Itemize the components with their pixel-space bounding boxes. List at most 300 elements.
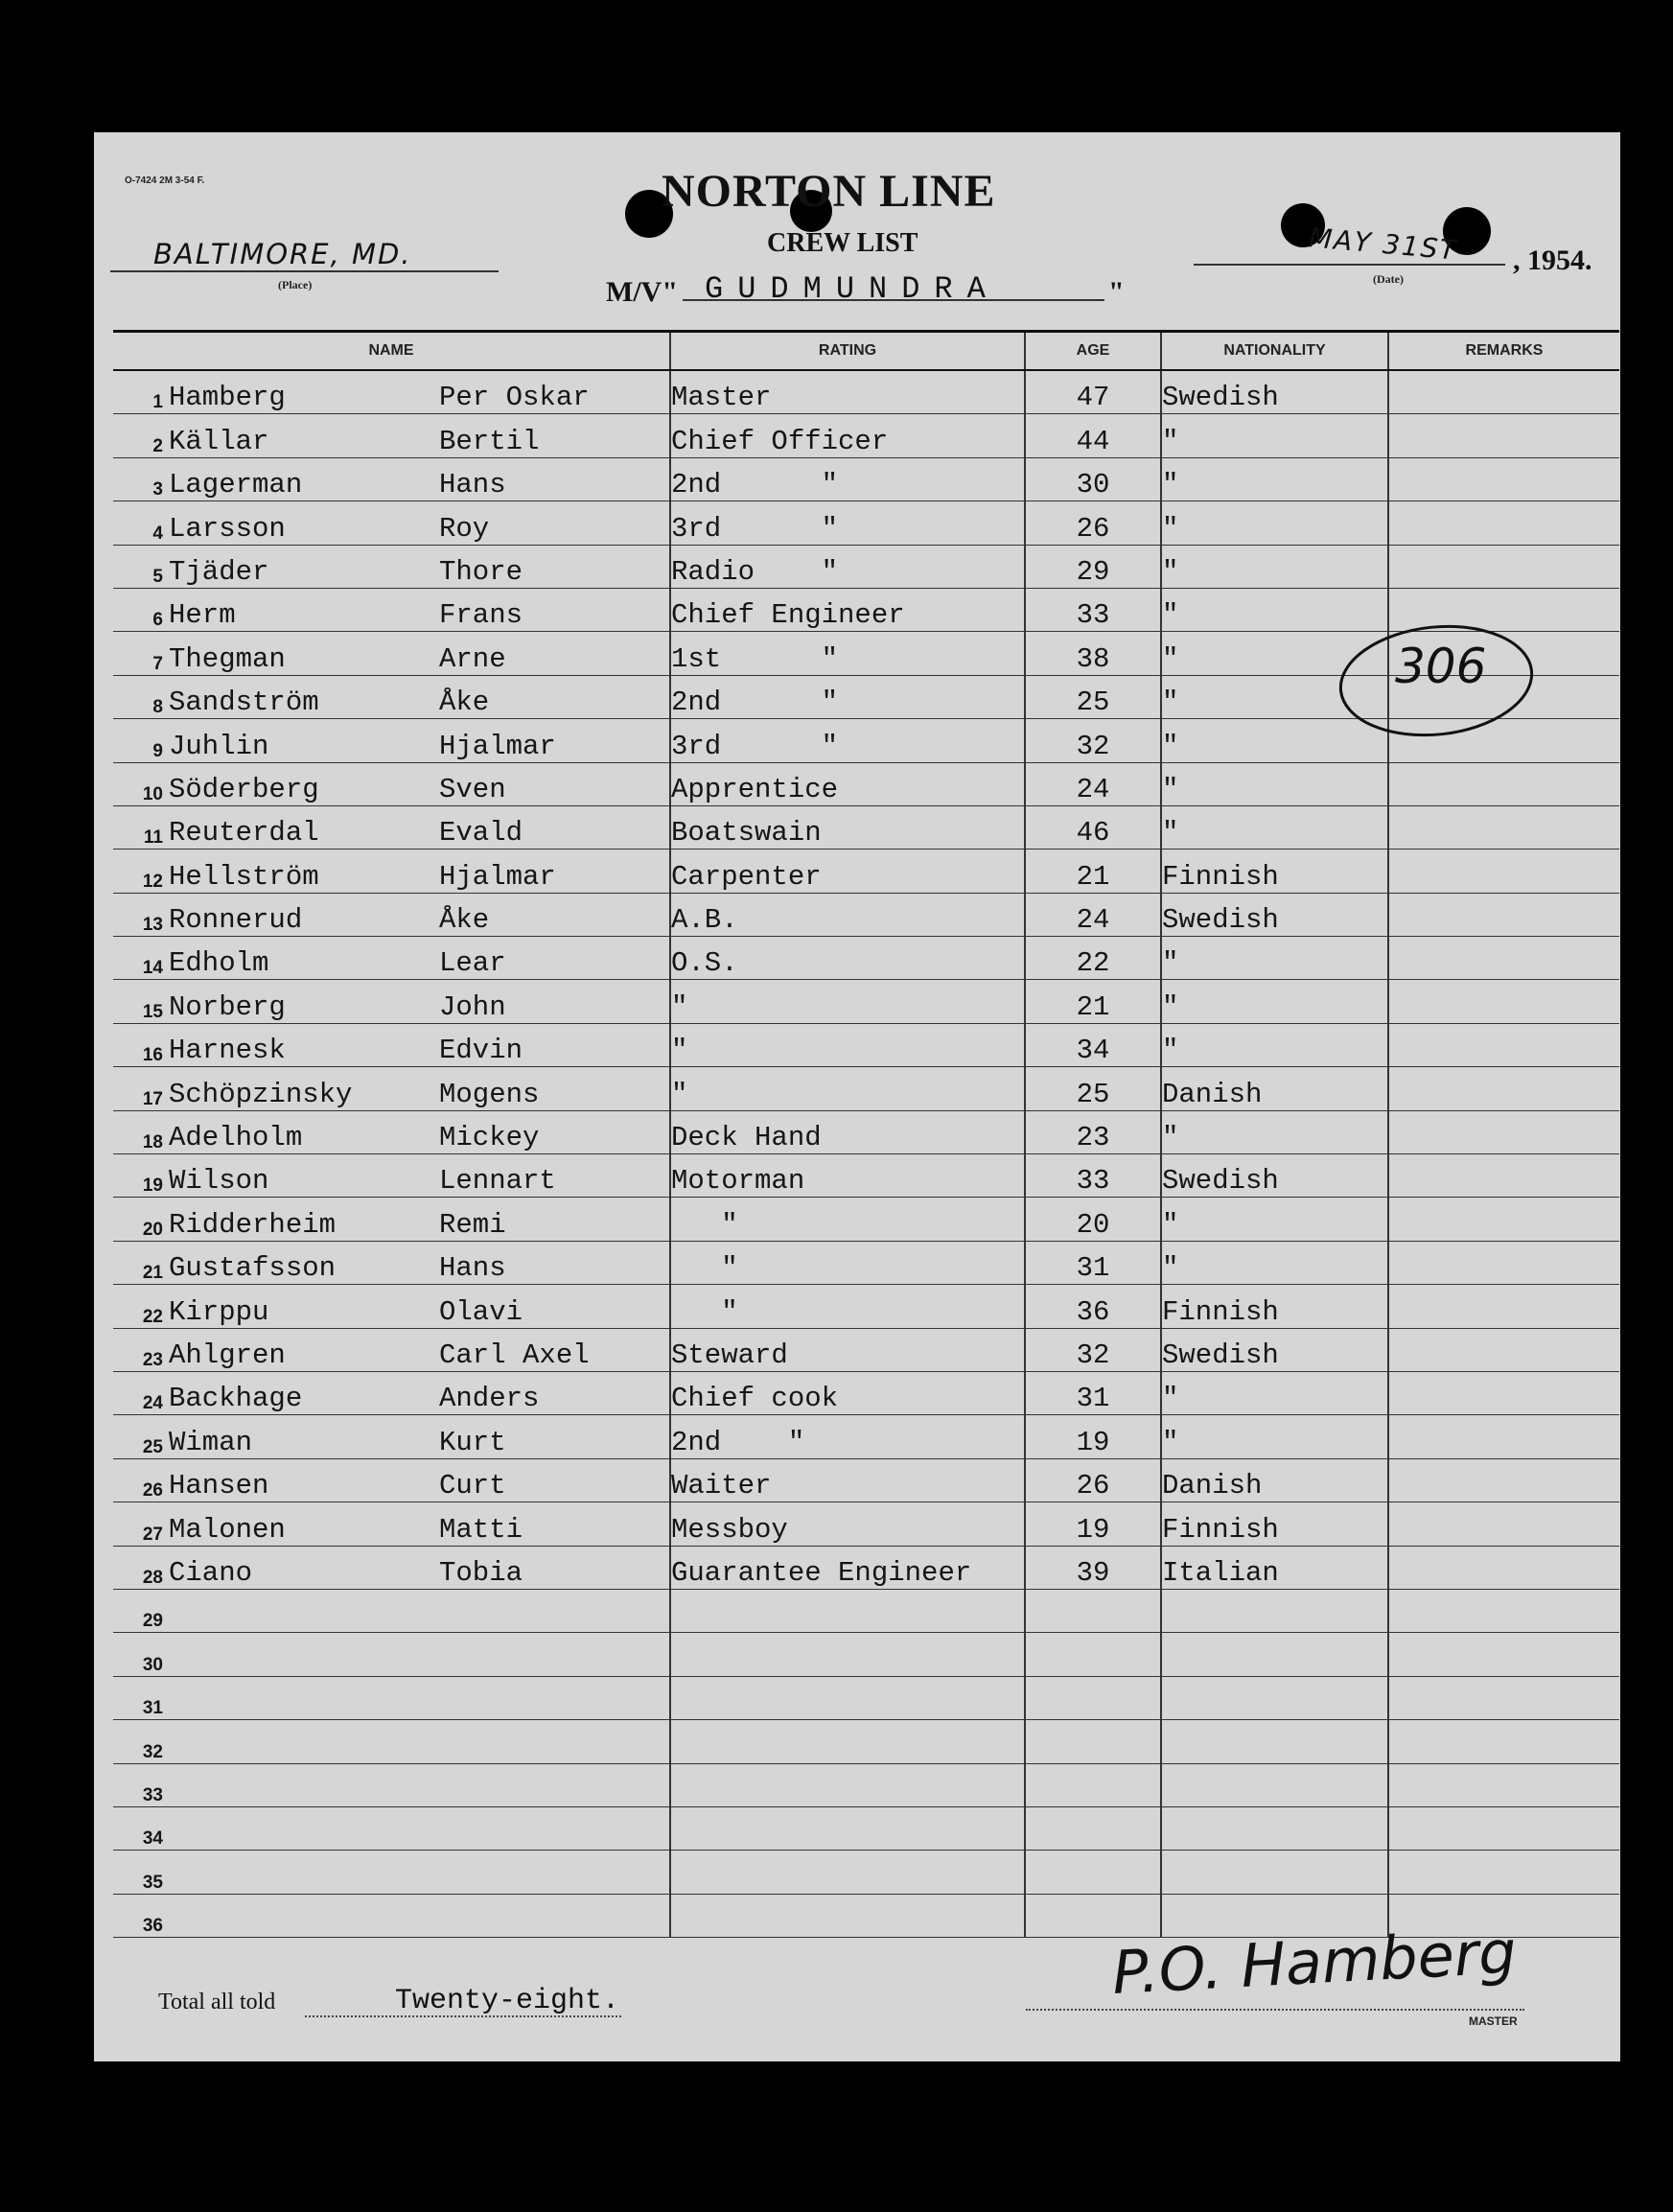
vessel-name: GUDMUNDRA [705,271,1000,307]
crew-rating: " [670,980,1025,1023]
crew-row [113,805,1619,849]
crew-rating: 3rd " [670,719,1025,762]
column-header-age: AGE [1025,332,1161,371]
crew-given-name: Sven [439,773,506,805]
row-number: 7 [152,653,163,674]
crew-rating: A.B. [670,893,1025,936]
row-number: 25 [142,1436,163,1457]
form-number: O-7424 2M 3-54 F. [125,175,205,186]
crew-name-cell [113,1458,670,1502]
row-number: 36 [142,1916,163,1937]
crew-remarks [1388,762,1619,805]
row-number: 8 [152,697,163,718]
crew-age: 23 [1025,1110,1161,1153]
crew-surname: Hamberg [169,382,286,414]
date-caption: (Date) [1373,272,1404,286]
crew-age [1025,1763,1161,1806]
row-number: 9 [152,740,163,761]
crew-rating: Carpenter [670,850,1025,893]
row-number: 17 [142,1088,163,1109]
crew-name-cell [113,805,670,849]
crew-name-cell [113,1154,670,1198]
crew-nationality [1161,1806,1388,1850]
crew-rating: Radio " [670,545,1025,588]
crew-given-name: Åke [439,904,490,937]
crew-age: 32 [1025,1328,1161,1371]
crew-row [113,1241,1619,1284]
crew-surname: Thegman [169,642,286,675]
crew-given-name: Arne [439,642,506,675]
crew-age: 24 [1025,893,1161,936]
row-number: 31 [142,1698,163,1719]
row-number: 20 [142,1219,163,1240]
crew-age [1025,1589,1161,1632]
total-label: Total all told [158,1990,276,2014]
crew-remarks [1388,805,1619,849]
crew-remarks [1388,1546,1619,1589]
crew-surname: Herm [169,599,236,632]
crew-remarks [1388,1285,1619,1328]
crew-row [113,1763,1619,1806]
crew-row [113,1154,1619,1198]
crew-nationality: " [1161,1198,1388,1241]
crew-row [113,937,1619,980]
crew-rating [670,1589,1025,1632]
crew-name-cell [113,1589,670,1632]
row-number: 15 [142,1001,163,1022]
remark-stamp-value: 306 [1395,639,1487,694]
crew-age [1025,1720,1161,1763]
crew-name-cell [113,588,670,631]
crew-age: 21 [1025,850,1161,893]
crew-nationality: Finnish [1161,1502,1388,1546]
crew-row [113,893,1619,936]
crew-rating: 2nd " [670,457,1025,501]
crew-name-cell [113,1720,670,1763]
crew-name-cell [113,675,670,718]
crew-rating: Apprentice [670,762,1025,805]
row-number: 19 [142,1176,163,1197]
vessel-suffix: " [1108,276,1125,308]
crew-nationality: Swedish [1161,370,1388,414]
crew-nationality: Swedish [1161,1154,1388,1198]
crew-age: 26 [1025,1458,1161,1502]
crew-rating: 1st " [670,632,1025,675]
crew-rating [670,1633,1025,1676]
crew-surname: Hellström [169,860,319,893]
row-number: 3 [152,479,163,501]
date-year: , 1954. [1513,244,1592,276]
place-caption: (Place) [278,278,313,291]
column-header-nationality: NATIONALITY [1161,332,1388,371]
crew-name-cell [113,893,670,936]
crew-rating [670,1763,1025,1806]
crew-table [113,330,1619,1938]
crew-surname: Schöpzinsky [169,1078,353,1110]
crew-remarks [1388,1067,1619,1110]
crew-row [113,1546,1619,1589]
crew-nationality [1161,1676,1388,1719]
total-value: Twenty-eight. [395,1985,620,2017]
crew-age: 33 [1025,588,1161,631]
crew-age [1025,1851,1161,1894]
row-number: 12 [142,871,163,892]
master-caption: MASTER [1469,2014,1518,2028]
crew-nationality: " [1161,545,1388,588]
crew-surname: Sandström [169,687,319,719]
column-header-rating: RATING [670,332,1025,371]
crew-nationality: Italian [1161,1546,1388,1589]
crew-given-name: Edvin [439,1035,523,1067]
row-number: 18 [142,1132,163,1153]
crew-name-cell [113,1067,670,1110]
crew-rating: Messboy [670,1502,1025,1546]
crew-nationality [1161,1589,1388,1632]
crew-age: 19 [1025,1415,1161,1458]
crew-rating: Boatswain [670,805,1025,849]
crew-surname: Hansen [169,1470,269,1502]
crew-name-cell [113,1546,670,1589]
crew-row [113,980,1619,1023]
crew-remarks [1388,1589,1619,1632]
crew-rating: Chief cook [670,1371,1025,1414]
crew-nationality: " [1161,980,1388,1023]
crew-age: 39 [1025,1546,1161,1589]
place-underline [110,270,499,272]
crew-remarks [1388,980,1619,1023]
company-title: NORTON LINE [662,166,996,217]
crew-surname: Ciano [169,1556,253,1589]
row-number: 30 [142,1654,163,1675]
row-number: 28 [142,1567,163,1588]
crew-given-name: Roy [439,512,490,545]
crew-age: 31 [1025,1241,1161,1284]
crew-row [113,1110,1619,1153]
crew-name-cell [113,719,670,762]
crew-remarks [1388,937,1619,980]
crew-surname: Malonen [169,1513,286,1546]
crew-remarks [1388,1198,1619,1241]
crew-remarks [1388,1806,1619,1850]
master-signature: P.O. Hamberg [1110,1917,1519,2008]
crew-remarks [1388,501,1619,545]
crew-remarks [1388,1371,1619,1414]
crew-row [113,545,1619,588]
crew-surname: Larsson [169,512,286,545]
row-number: 35 [142,1872,163,1893]
crew-name-cell [113,1285,670,1328]
crew-name-cell [113,937,670,980]
crew-name-cell [113,1328,670,1371]
crew-age [1025,1806,1161,1850]
crew-rating: Waiter [670,1458,1025,1502]
crew-given-name: Hjalmar [439,730,556,762]
crew-row [113,414,1619,457]
crew-name-cell [113,980,670,1023]
crew-row [113,762,1619,805]
crew-age: 22 [1025,937,1161,980]
crew-rating: Motorman [670,1154,1025,1198]
crew-row [113,1198,1619,1241]
crew-row [113,1720,1619,1763]
crew-age [1025,1676,1161,1719]
crew-name-cell [113,1198,670,1241]
crew-remarks [1388,1502,1619,1546]
crew-name-cell [113,414,670,457]
crew-name-cell [113,850,670,893]
crew-rating: Steward [670,1328,1025,1371]
place-value: BALTIMORE, MD. [153,238,412,270]
crew-given-name: Matti [439,1513,523,1546]
row-number: 34 [142,1828,163,1850]
crew-row [113,1589,1619,1632]
crew-surname: Backhage [169,1383,303,1415]
crew-row [113,1633,1619,1676]
crew-surname: Lagerman [169,469,303,501]
crew-nationality: " [1161,719,1388,762]
crew-age: 47 [1025,370,1161,414]
crew-name-cell [113,1633,670,1676]
crew-nationality: " [1161,1023,1388,1066]
row-number: 32 [142,1741,163,1762]
crew-surname: Ronnerud [169,904,303,937]
crew-nationality: " [1161,457,1388,501]
crew-name-cell [113,1241,670,1284]
crew-surname: Juhlin [169,730,269,762]
crew-row [113,1502,1619,1546]
crew-remarks [1388,1415,1619,1458]
crew-name-cell [113,1763,670,1806]
crew-given-name: Frans [439,599,523,632]
column-header-name: NAME [113,332,670,371]
crew-name-cell [113,370,670,414]
crew-remarks [1388,893,1619,936]
crew-nationality: " [1161,1241,1388,1284]
crew-nationality: Swedish [1161,1328,1388,1371]
crew-row [113,1285,1619,1328]
document-subtitle: CREW LIST [767,228,918,258]
crew-given-name: Bertil [439,425,540,457]
crew-row [113,1067,1619,1110]
row-number: 2 [152,435,163,456]
crew-age: 33 [1025,1154,1161,1198]
crew-name-cell [113,457,670,501]
crew-surname: Ahlgren [169,1339,286,1371]
crew-name-cell [113,545,670,588]
crew-age: 32 [1025,719,1161,762]
row-number: 11 [143,827,163,849]
crew-remarks [1388,370,1619,414]
crew-given-name: Mogens [439,1078,540,1110]
crew-rating: Chief Engineer [670,588,1025,631]
crew-rating [670,1851,1025,1894]
crew-surname: Norberg [169,990,286,1023]
crew-rating [670,1676,1025,1719]
crew-nationality: " [1161,588,1388,631]
crew-remarks [1388,1851,1619,1894]
crew-age: 24 [1025,762,1161,805]
crew-age: 30 [1025,457,1161,501]
row-number: 23 [142,1349,163,1370]
crew-nationality: " [1161,1371,1388,1414]
crew-name-cell [113,1023,670,1066]
crew-name-cell [113,1502,670,1546]
crew-age: 20 [1025,1198,1161,1241]
crew-nationality: Finnish [1161,850,1388,893]
crew-surname: Adelholm [169,1122,303,1154]
crew-remarks [1388,1110,1619,1153]
crew-age: 34 [1025,1023,1161,1066]
signature-underline [1026,2009,1524,2011]
row-number: 24 [142,1393,163,1414]
crew-remarks [1388,545,1619,588]
vessel-underline [683,299,1104,301]
row-number: 5 [152,566,163,587]
crew-age: 31 [1025,1371,1161,1414]
crew-rating: Master [670,370,1025,414]
crew-rating: " [670,1198,1025,1241]
crew-nationality: " [1161,1110,1388,1153]
crew-rating: 3rd " [670,501,1025,545]
crew-age: 38 [1025,632,1161,675]
crew-surname: Ridderheim [169,1208,337,1241]
crew-name-cell [113,1894,670,1937]
crew-surname: Edholm [169,947,269,980]
crew-nationality [1161,1633,1388,1676]
crew-surname: Harnesk [169,1035,286,1067]
crew-name-cell [113,1676,670,1719]
crew-row [113,501,1619,545]
crew-remarks [1388,414,1619,457]
row-number: 6 [152,610,163,631]
date-underline [1194,264,1505,266]
crew-given-name: Åke [439,687,490,719]
crew-row [113,370,1619,414]
crew-nationality [1161,1763,1388,1806]
crew-rating: Deck Hand [670,1110,1025,1153]
crew-surname: Wilson [169,1165,269,1198]
crew-row [113,1415,1619,1458]
crew-row [113,1371,1619,1414]
crew-given-name: Tobia [439,1556,523,1589]
crew-given-name: Remi [439,1208,506,1241]
crew-row [113,1851,1619,1894]
row-number: 33 [142,1784,163,1805]
row-number: 13 [142,915,163,936]
crew-name-cell [113,501,670,545]
crew-given-name: Lennart [439,1165,556,1198]
crew-rating [670,1720,1025,1763]
crew-remarks [1388,457,1619,501]
crew-age: 36 [1025,1285,1161,1328]
crew-surname: Reuterdal [169,817,319,850]
crew-age: 26 [1025,501,1161,545]
crew-given-name: Hans [439,469,506,501]
crew-rating [670,1894,1025,1937]
crew-nationality: " [1161,1415,1388,1458]
row-number: 10 [142,783,163,804]
crew-given-name: John [439,990,506,1023]
crew-table-body [113,370,1619,1938]
row-number: 22 [142,1306,163,1327]
crew-age: 44 [1025,414,1161,457]
crew-remarks [1388,1458,1619,1502]
crew-surname: Wiman [169,1426,253,1458]
crew-remarks [1388,1763,1619,1806]
crew-row [113,1328,1619,1371]
crew-given-name: Lear [439,947,506,980]
crew-row [113,1806,1619,1850]
crew-rating: 2nd " [670,675,1025,718]
row-number: 1 [152,392,163,413]
crew-given-name: Carl Axel [439,1339,590,1371]
crew-nationality: Swedish [1161,893,1388,936]
crew-remarks [1388,1023,1619,1066]
vessel-prefix: M/V" [606,276,678,308]
crew-surname: Söderberg [169,773,319,805]
crew-rating: " [670,1241,1025,1284]
crew-name-cell [113,632,670,675]
crew-rating: O.S. [670,937,1025,980]
crew-given-name: Mickey [439,1122,540,1154]
crew-nationality: " [1161,632,1388,675]
crew-nationality: " [1161,762,1388,805]
crew-remarks [1388,1241,1619,1284]
crew-remarks [1388,1720,1619,1763]
crew-name-cell [113,762,670,805]
row-number: 16 [142,1045,163,1066]
crew-nationality: " [1161,675,1388,718]
crew-given-name: Per Oskar [439,382,590,414]
crew-rating: Guarantee Engineer [670,1546,1025,1589]
row-number: 26 [142,1480,163,1502]
row-number: 29 [142,1611,163,1632]
date-value: MAY 31ST [1307,221,1459,267]
crew-row [113,850,1619,893]
crew-rating: " [670,1067,1025,1110]
crew-nationality: Danish [1161,1067,1388,1110]
crew-nationality [1161,1851,1388,1894]
crew-surname: Gustafsson [169,1252,337,1285]
crew-nationality: Finnish [1161,1285,1388,1328]
row-number: 27 [142,1524,163,1545]
crew-rating [670,1806,1025,1850]
crew-given-name: Hjalmar [439,860,556,893]
crew-given-name: Evald [439,817,523,850]
crew-rating: " [670,1285,1025,1328]
crew-rating: Chief Officer [670,414,1025,457]
row-number: 4 [152,523,163,544]
crew-nationality [1161,1720,1388,1763]
crew-row [113,1458,1619,1502]
crew-row [113,457,1619,501]
crew-nationality: " [1161,937,1388,980]
crew-name-cell [113,1806,670,1850]
crew-nationality: " [1161,414,1388,457]
crew-name-cell [113,1110,670,1153]
crew-given-name: Olavi [439,1295,523,1328]
crew-nationality: " [1161,501,1388,545]
crew-given-name: Anders [439,1383,540,1415]
crew-surname: Tjäder [169,555,269,588]
crew-name-cell [113,1371,670,1414]
crew-rating: " [670,1023,1025,1066]
crew-age [1025,1633,1161,1676]
crew-age: 46 [1025,805,1161,849]
crew-age [1025,1894,1161,1937]
crew-nationality: Danish [1161,1458,1388,1502]
crew-row [113,1023,1619,1066]
